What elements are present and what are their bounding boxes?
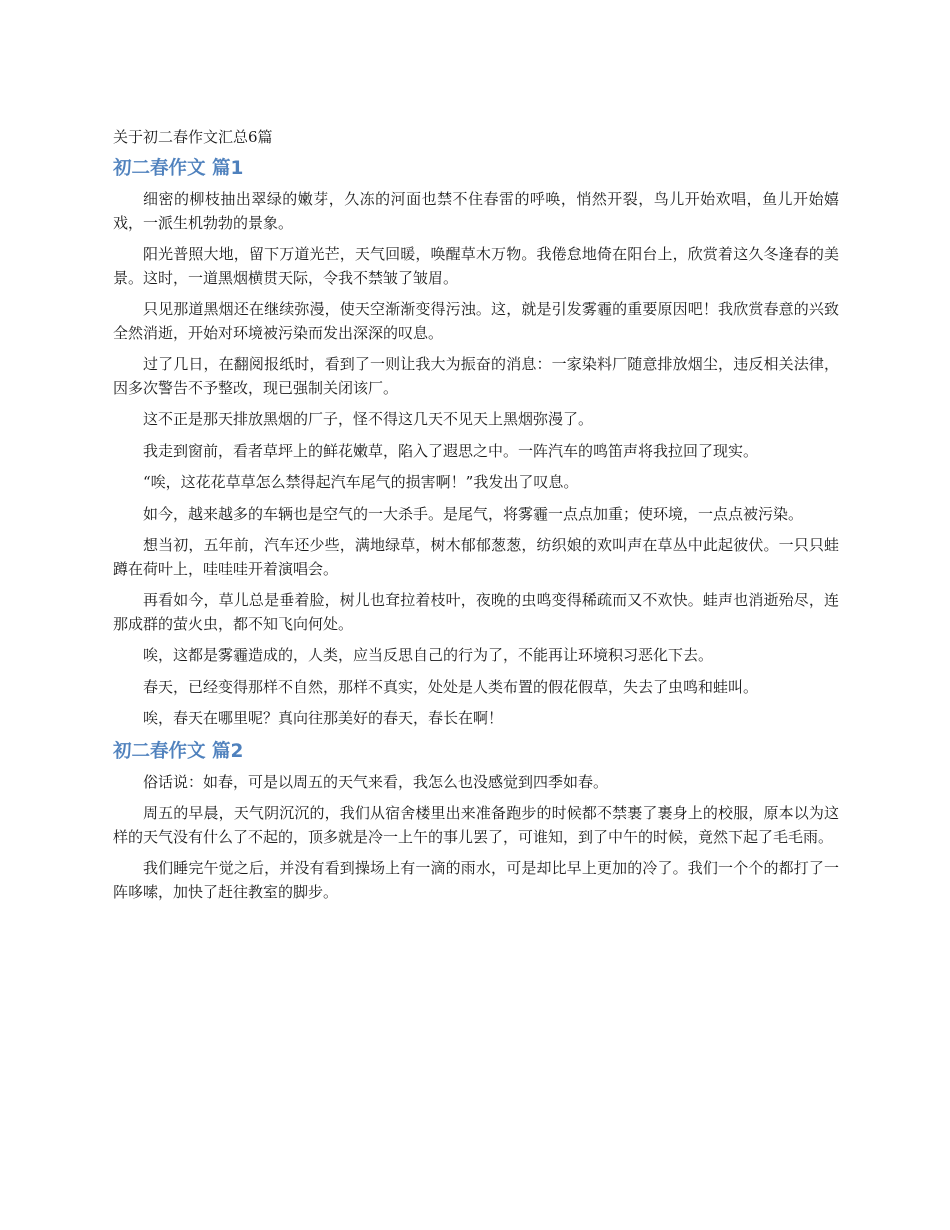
paragraph: 再看如今，草儿总是垂着脸，树儿也耷拉着枝叶，夜晚的虫鸣变得稀疏而又不欢快。蛙声也消逝殆尽，连那成群的萤火虫，都不知飞向何处。	[113, 591, 839, 633]
document-body	[113, 156, 839, 904]
paragraph: 周五的早晨，天气阴沉沉的，我们从宿舍楼里出来准备跑步的时候都不禁裹了裹身上的校服，原本以为这样的天气没有什么了不起的，顶多就是冷一上午的事儿罢了，可谁知，到了中午的时候，竟然下起了毛毛雨。	[113, 804, 839, 846]
article-section	[113, 156, 839, 731]
paragraph: 唉，春天在哪里呢？真向往那美好的春天，春长在啊！	[143, 709, 504, 727]
paragraph: 过了几日，在翻阅报纸时，看到了一则让我大为振奋的消息：一家染料厂随意排放烟尘，违反相关法律，因多次警告不予整改，现已强制关闭该厂。	[113, 355, 839, 397]
paragraph: 阳光普照大地，留下万道光芒，天气回暖，唤醒草木万物。我倦怠地倚在阳台上，欣赏着这久冬逢春的美景。这时，一道黑烟横贯天际，令我不禁皱了皱眉。	[113, 245, 839, 287]
paragraph: 我走到窗前，看者草坪上的鲜花嫩草，陷入了遐思之中。一阵汽车的鸣笛声将我拉回了现实。	[143, 441, 759, 460]
paragraph: “唉，这花花草草怎么禁得起汽车尾气的损害啊！”我发出了叹息。	[143, 473, 579, 491]
section-heading: 初二春作文 篇1	[113, 158, 244, 179]
paragraph: 只见那道黑烟还在继续弥漫，使天空渐渐变得污浊。这，就是引发雾霾的重要原因吧！我欣赏春意的兴致全然消逝，开始对环境被污染而发出深深的叹息。	[113, 300, 839, 342]
paragraph: 唉，这都是雾霾造成的，人类，应当反思自己的行为了，不能再让环境积习恶化下去。	[143, 646, 714, 664]
article-section	[113, 739, 839, 905]
section-heading: 初二春作文 篇2	[113, 740, 244, 762]
paragraph: 俗话说：如春，可是以周五的天气来看，我怎么也没感觉到四季如春。	[143, 772, 609, 791]
paragraph: 这不正是那天排放黑烟的厂子，怪不得这几天不见天上黑烟弥漫了。	[143, 410, 594, 428]
paragraph: 如今，越来越多的车辆也是空气的一大杀手。是尾气，将雾霾一点点加重；使环境，一点点被污染。	[143, 504, 804, 523]
paragraph: 想当初，五年前，汽车还少些，满地绿草，树木郁郁葱葱，纺织娘的欢叫声在草丛中此起彼伏。一只只蛙蹲在荷叶上，哇哇哇开着演唱会。	[113, 536, 839, 578]
document-title: 关于初二春作文汇总6篇	[113, 128, 273, 146]
paragraph: 春天，已经变得那样不自然，那样不真实，处处是人类布置的假花假草，失去了虫鸣和蛙叫。	[143, 677, 759, 696]
paragraph: 我们睡完午觉之后，并没有看到操场上有一滴的雨水，可是却比早上更加的冷了。我们一个个的都打了一阵哆嗦，加快了赶往教室的脚步。	[113, 859, 839, 901]
paragraph: 细密的柳枝抽出翠绿的嫩芽，久冻的河面也禁不住春雷的呼唤，悄然开裂，鸟儿开始欢唱，鱼儿开始嬉戏，一派生机勃勃的景象。	[113, 190, 839, 232]
document-page	[113, 126, 839, 912]
